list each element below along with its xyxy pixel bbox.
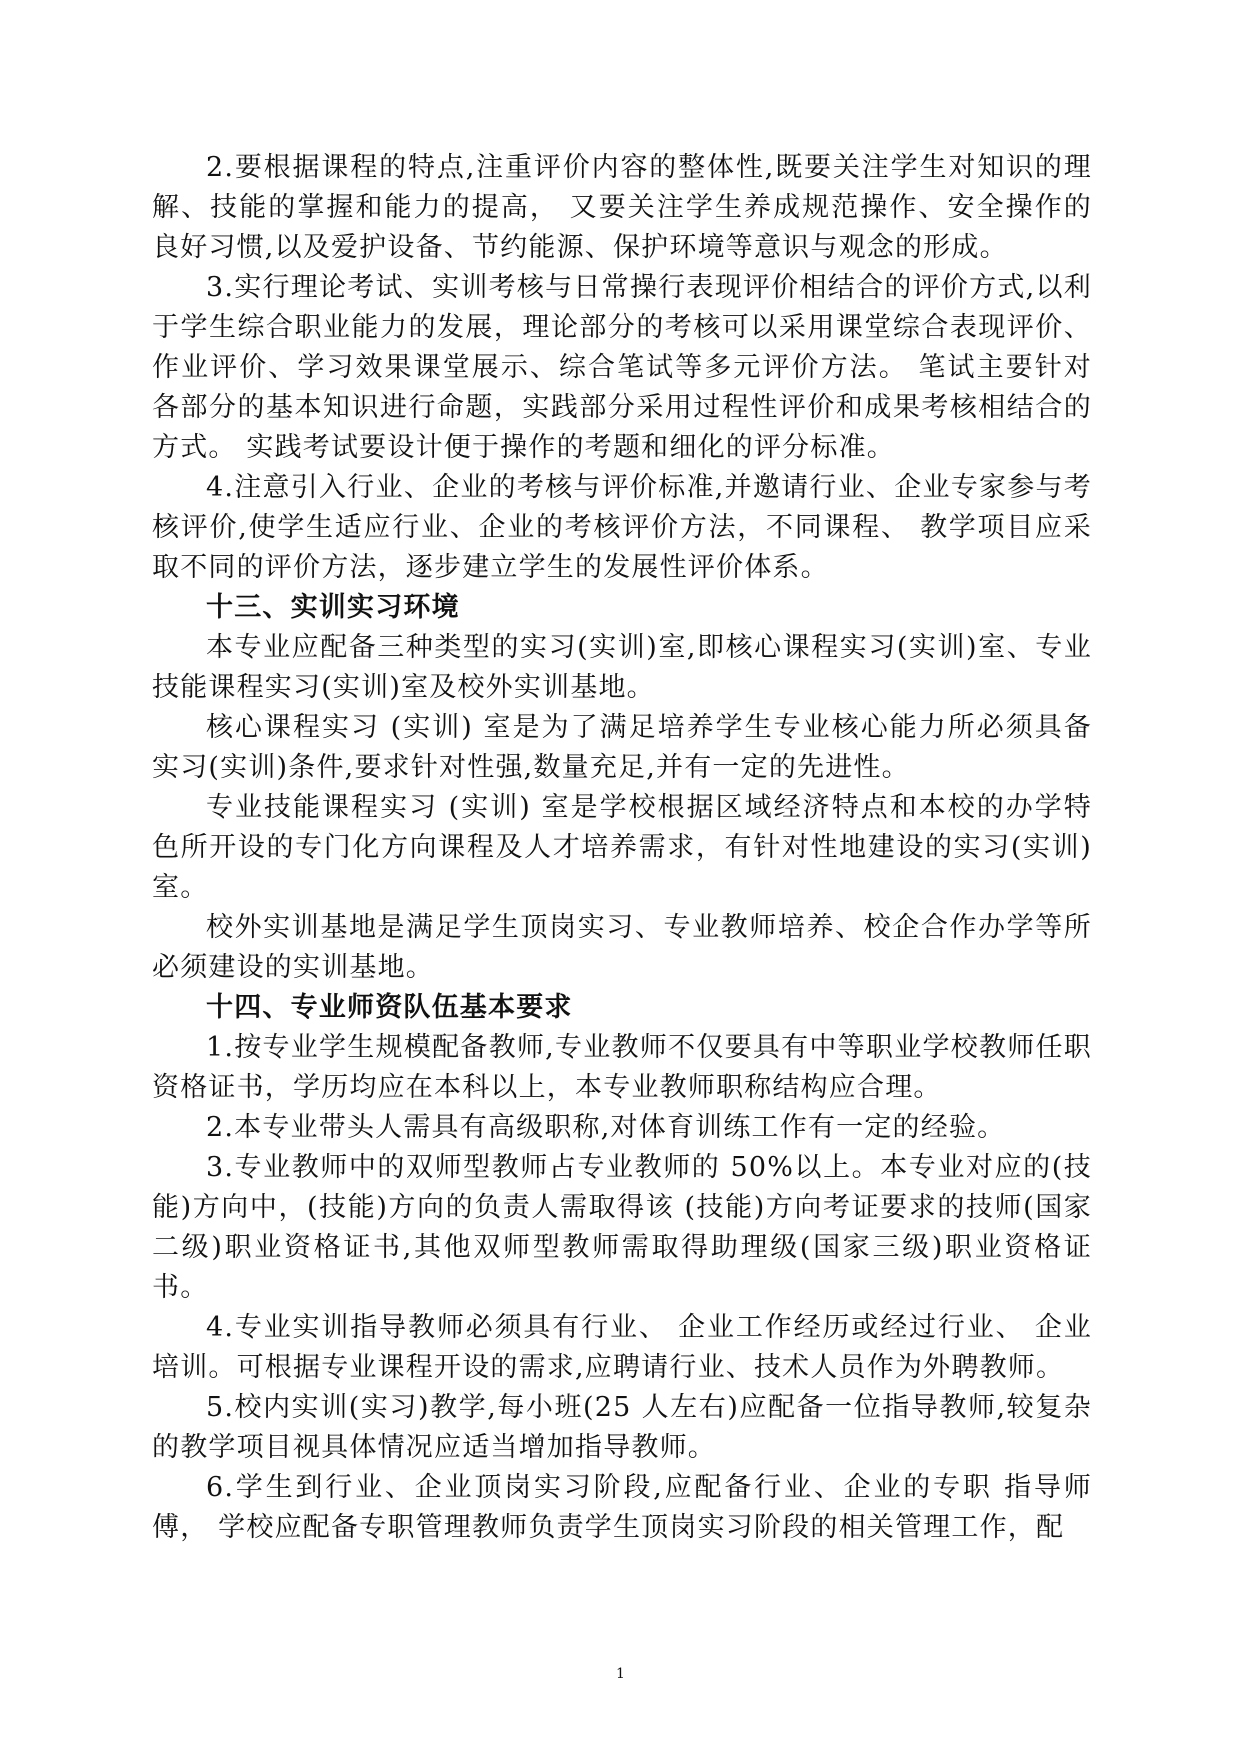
paragraph-teacher-req-3: 3.专业教师中的双师型教师占专业教师的 50%以上。本专业对应的(技能)方向中，(技能)方向的负责人需取得该 (技能)方向考证要求的技师(国家二级)职业资格证书,其他双师型教师需取得助理级(国家三级)职业资格证书。: [152, 1152, 1092, 1303]
page-body: [152, 148, 1092, 1548]
paragraph-teacher-req-1: 1.按专业学生规模配备教师,专业教师不仅要具有中等职业学校教师任职资格证书，学历均应在本科以上，本专业教师职称结构应合理。: [152, 1032, 1092, 1103]
paragraph-training-rooms: 本专业应配备三种类型的实习(实训)室,即核心课程实习(实训)室、专业技能课程实习(实训)室及校外实训基地。: [152, 632, 1092, 703]
page-number: 1: [616, 1666, 625, 1682]
section-heading-14: 十四、专业师资队伍基本要求: [206, 992, 573, 1023]
paragraph-teacher-req-6: 6.学生到行业、企业顶岗实习阶段,应配备行业、企业的专职 指导师傅， 学校应配备专职管理教师负责学生顶岗实习阶段的相关管理工作，配: [152, 1472, 1092, 1543]
paragraph-external-base: 校外实训基地是满足学生顶岗实习、专业教师培养、校企合作办学等所必须建设的实训基地。: [152, 912, 1092, 983]
paragraph-teacher-req-2: 2.本专业带头人需具有高级职称,对体育训练工作有一定的经验。: [206, 1112, 1006, 1143]
paragraph-skill-course-rooms: 专业技能课程实习 (实训) 室是学校根据区域经济特点和本校的办学特色所开设的专门化方向课程及人才培养需求，有针对性地建设的实习(实训)室。: [152, 792, 1092, 903]
paragraph-item-3: 3.实行理论考试、实训考核与日常操行表现评价相结合的评价方式,以利于学生综合职业能力的发展，理论部分的考核可以采用课堂综合表现评价、作业评价、学习效果课堂展示、综合笔试等多元评价方法。 笔试主要针对各部分的基本知识进行命题，实践部分采用过程性评价和成果考核相结合的方式。 实践考试要设计便于操作的考题和细化的评分标准。: [152, 272, 1092, 463]
paragraph-teacher-req-4: 4.专业实训指导教师必须具有行业、 企业工作经历或经过行业、 企业培训。可根据专业课程开设的需求,应聘请行业、技术人员作为外聘教师。: [152, 1312, 1092, 1383]
section-heading-13: 十三、实训实习环境: [206, 592, 460, 623]
paragraph-item-2: 2.要根据课程的特点,注重评价内容的整体性,既要关注学生对知识的理解、技能的掌握和能力的提高， 又要关注学生养成规范操作、安全操作的良好习惯,以及爱护设备、节约能源、保护环境等意识与观念的形成。: [152, 152, 1092, 263]
paragraph-teacher-req-5: 5.校内实训(实习)教学,每小班(25 人左右)应配备一位指导教师,较复杂的教学项目视具体情况应适当增加指导教师。: [152, 1392, 1092, 1463]
paragraph-item-4: 4.注意引入行业、企业的考核与评价标准,并邀请行业、企业专家参与考核评价,使学生适应行业、企业的考核评价方法，不同课程、 教学项目应采取不同的评价方法，逐步建立学生的发展性评价体系。: [152, 472, 1092, 583]
paragraph-core-course-rooms: 核心课程实习 (实训) 室是为了满足培养学生专业核心能力所必须具备实习(实训)条件,要求针对性强,数量充足,并有一定的先进性。: [152, 712, 1092, 783]
